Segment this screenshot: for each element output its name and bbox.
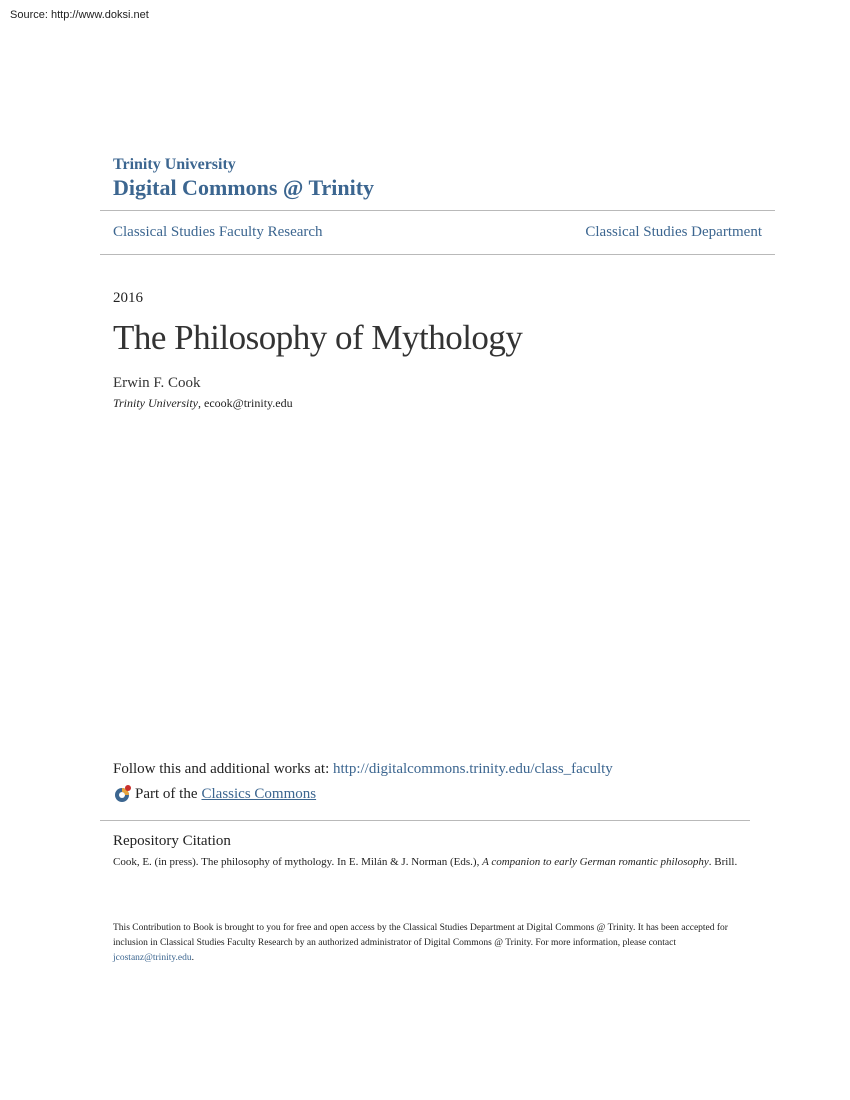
divider-bottom bbox=[100, 820, 750, 821]
access-disclaimer bbox=[113, 921, 743, 966]
divider-mid bbox=[100, 254, 775, 255]
part-of-line bbox=[113, 784, 316, 804]
brand-institution[interactable]: Trinity University bbox=[113, 156, 236, 173]
collection-url-link[interactable]: http://digitalcommons.trinity.edu/class_faculty bbox=[332, 761, 613, 777]
collection-link[interactable]: Classical Studies Faculty Research bbox=[113, 224, 323, 240]
brand-repository[interactable]: Digital Commons @ Trinity bbox=[113, 175, 375, 200]
author-affiliation bbox=[113, 396, 293, 411]
publication-year: 2016 bbox=[113, 290, 143, 306]
source-note: Source: http://www.doksi.net bbox=[10, 9, 149, 21]
bepress-network-icon bbox=[113, 784, 133, 804]
part-of-prefix: Part of the bbox=[135, 785, 198, 802]
citation-publisher: . Brill. bbox=[708, 856, 738, 868]
author-email[interactable]: , ecook@trinity.edu bbox=[198, 396, 293, 410]
repository-citation bbox=[113, 855, 743, 870]
classics-commons-link[interactable]: Classics Commons bbox=[201, 785, 317, 802]
follow-line bbox=[113, 761, 613, 778]
department-link[interactable]: Classical Studies Department bbox=[585, 224, 762, 240]
divider-top bbox=[100, 210, 775, 211]
author-name: Erwin F. Cook bbox=[113, 375, 201, 391]
citation-text: Cook, E. (in press). The philosophy of mythology. In E. Milán & J. Norman (Eds.), bbox=[113, 856, 483, 868]
follow-prefix: Follow this and additional works at: bbox=[113, 761, 333, 777]
site-brand[interactable] bbox=[113, 155, 374, 201]
document-title: The Philosophy of Mythology bbox=[113, 318, 523, 357]
disclaimer-text: This Contribution to Book is brought to you for free and open access by the Classical Studies Department at Digital Commons @ Trinity. It has been accepted for inclusion in Classical Studies Faculty Research by an authorized administrator of Digital Commons @ Trinity. For more information, please contact bbox=[113, 923, 728, 948]
citation-book-title: A companion to early German romantic philosophy bbox=[482, 856, 709, 868]
affiliation-institution: Trinity University bbox=[113, 396, 198, 410]
contact-email-link[interactable]: jcostanz@trinity.edu bbox=[113, 953, 192, 963]
disclaimer-end: . bbox=[191, 953, 194, 963]
repository-citation-heading: Repository Citation bbox=[113, 833, 231, 849]
